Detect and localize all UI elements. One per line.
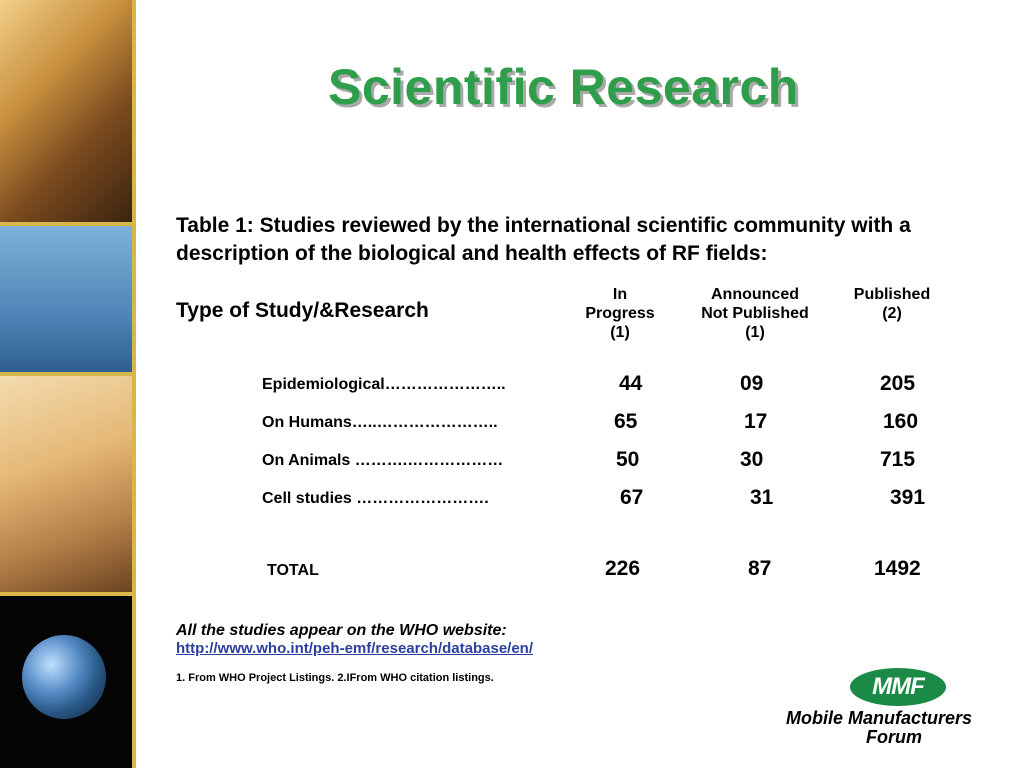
vertical-rule bbox=[132, 0, 136, 768]
earth-globe-icon bbox=[22, 635, 106, 719]
cell-in-progress: 67 bbox=[620, 486, 644, 509]
footnote: 1. From WHO Project Listings. 2.IFrom WHO citation listings. bbox=[176, 672, 494, 684]
photo-strip bbox=[0, 0, 132, 768]
cell-announced: 31 bbox=[750, 486, 774, 509]
total-announced: 87 bbox=[748, 557, 772, 580]
row-label-on-animals: On Animals ……….……………… bbox=[262, 452, 504, 469]
total-in-progress: 226 bbox=[605, 557, 641, 580]
cell-in-progress: 65 bbox=[614, 410, 638, 433]
cell-in-progress: 44 bbox=[619, 372, 643, 395]
cell-published: 160 bbox=[883, 410, 919, 433]
row-label-cell-studies: Cell studies ……………………. bbox=[262, 490, 489, 507]
who-database-link[interactable]: http://www.who.int/peh-emf/research/database/en/ bbox=[176, 640, 534, 657]
logo-text-line1: Mobile Manufacturers bbox=[786, 708, 973, 728]
type-of-study-label: Type of Study/&Research bbox=[176, 299, 429, 322]
slide-title: Scientific Research bbox=[328, 59, 799, 115]
cell-announced: 09 bbox=[740, 372, 764, 395]
table-caption: Table 1: Studies reviewed by the international scientific community with a description of the biological and health effects of RF fields: bbox=[176, 214, 911, 265]
total-label: TOTAL bbox=[267, 562, 319, 579]
website-note: All the studies appear on the WHO website: bbox=[176, 622, 507, 639]
total-published: 1492 bbox=[874, 557, 921, 580]
climber-photo bbox=[0, 226, 132, 372]
mmf-logo-mark: MMF bbox=[850, 668, 946, 706]
cell-announced: 17 bbox=[744, 410, 768, 433]
woman-phone-photo bbox=[0, 376, 132, 592]
man-thinking-photo bbox=[0, 0, 132, 222]
column-header-in-progress: In Progress (1) bbox=[585, 286, 655, 341]
cell-published: 391 bbox=[890, 486, 926, 509]
cell-published: 715 bbox=[880, 448, 916, 471]
column-header-announced: Announced Not Published (1) bbox=[701, 286, 809, 341]
column-header-published: Published (2) bbox=[853, 286, 931, 322]
row-label-on-humans: On Humans…..………………….. bbox=[262, 414, 498, 431]
cell-announced: 30 bbox=[740, 448, 764, 471]
cell-in-progress: 50 bbox=[616, 448, 640, 471]
logo-text-line2: Forum bbox=[866, 727, 922, 747]
cell-published: 205 bbox=[880, 372, 916, 395]
row-label-epidemiological: Epidemiological………………….. bbox=[262, 376, 506, 393]
